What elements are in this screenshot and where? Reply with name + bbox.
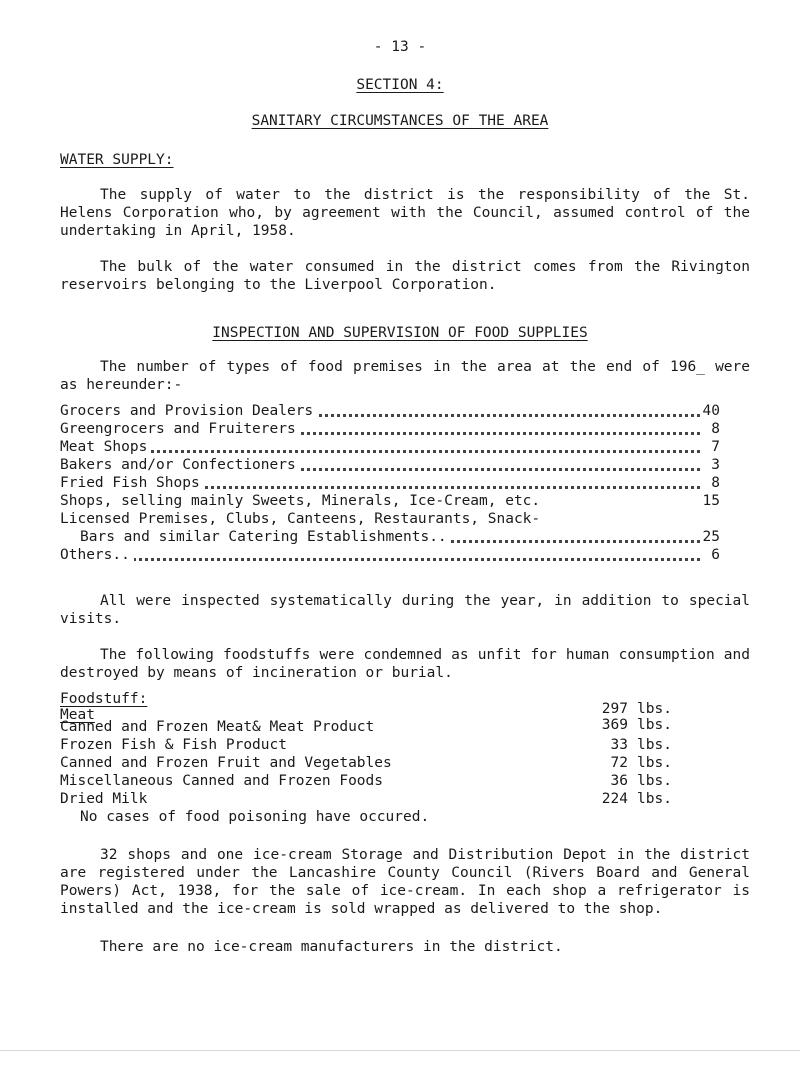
- foodstuff-qty: 72: [610, 755, 628, 771]
- premises-label-continued: Bars and similar Catering Establishments..: [80, 529, 451, 545]
- premises-label: Meat Shops: [60, 439, 151, 455]
- inspection-note: [60, 592, 750, 628]
- poisoning-note: No cases of food poisoning have occured.: [80, 809, 430, 825]
- premises-row: [60, 438, 700, 456]
- premises-count: 25: [702, 529, 720, 545]
- water-supply-paragraph-2-text: The bulk of the water consumed in the district comes from the Rivington reservoirs belonging to the Liverpool Corporation.: [60, 259, 750, 293]
- premises-row: [60, 456, 700, 474]
- foodstuffs-heading: Foodstuff:: [60, 691, 148, 707]
- leader-dots: [60, 450, 700, 453]
- premises-label: Greengrocers and Fruiterers: [60, 421, 300, 437]
- premises-count: 8: [711, 475, 720, 491]
- ice-cream-paragraph: [60, 846, 750, 918]
- premises-label: Shops, selling mainly Sweets, Minerals, Ice-Cream, etc.: [60, 493, 541, 509]
- condemned-intro-text: The following foodstuffs were condemned as unfit for human consumption and destroyed by means of incineration or burial.: [60, 647, 750, 681]
- foodstuff-qty: 36: [610, 773, 628, 789]
- leader-dots: [60, 558, 700, 561]
- premises-row: [60, 474, 700, 492]
- food-inspection-heading: INSPECTION AND SUPERVISION OF FOOD SUPPLIES: [212, 325, 588, 341]
- premises-label: Others..: [60, 547, 134, 563]
- foodstuff-label: Miscellaneous Canned and Frozen Foods: [60, 773, 384, 789]
- premises-intro: [60, 358, 750, 394]
- foodstuff-qty: 369: [601, 717, 628, 733]
- premises-count: 7: [711, 439, 720, 455]
- ice-cream-paragraph-text: 32 shops and one ice-cream Storage and Distribution Depot in the district are registered under the Lancashire County Council (Rivers Board and General Powers) Act, 1938, for the sale of ice-cream. In each shop a refrigerator is installed and the ice-cream is sold wrapped as delivered to the shop.: [60, 847, 750, 917]
- premises-count: 3: [711, 457, 720, 473]
- premises-count: 15: [702, 493, 720, 509]
- premises-label: Grocers and Provision Dealers: [60, 403, 317, 419]
- premises-label: Bakers and/or Confectioners: [60, 457, 300, 473]
- water-supply-paragraph-1: [60, 186, 750, 240]
- manufacturers-note: There are no ice-cream manufacturers in the district.: [100, 939, 563, 955]
- foodstuff-label: Frozen Fish & Fish Product: [60, 737, 287, 753]
- foodstuff-qty: 297: [601, 701, 628, 717]
- water-supply-heading: WATER SUPPLY:: [60, 152, 174, 168]
- section-title: SANITARY CIRCUMSTANCES OF THE AREA: [251, 113, 549, 129]
- premises-row: [60, 546, 700, 564]
- premises-count: 40: [702, 403, 720, 419]
- foodstuff-unit: lbs.: [637, 737, 672, 753]
- premises-label: Licensed Premises, Clubs, Canteens, Restaurants, Snack-: [60, 511, 541, 527]
- premises-row: [60, 402, 700, 420]
- premises-count: 6: [711, 547, 720, 563]
- water-supply-paragraph-1-text: The supply of water to the district is the responsibility of the St. Helens Corporation who, by agreement with the Council, assumed control of the undertaking in April, 1958.: [60, 187, 750, 239]
- water-supply-paragraph-2: [60, 258, 750, 294]
- premises-intro-text: The number of types of food premises in the area at the end of 196_ were as hereunder:-: [60, 359, 750, 393]
- foodstuff-unit: lbs.: [637, 755, 672, 771]
- foodstuff-qty: 33: [610, 737, 628, 753]
- premises-row: [60, 420, 700, 438]
- foodstuff-qty: 224: [601, 791, 628, 807]
- premises-label: Fried Fish Shops: [60, 475, 204, 491]
- premises-row: [80, 528, 700, 546]
- foodstuff-label: Canned and Frozen Meat& Meat Product: [60, 719, 375, 735]
- inspection-note-text: All were inspected systematically during the year, in addition to special visits.: [60, 593, 750, 627]
- foodstuff-label: Canned and Frozen Fruit and Vegetables: [60, 755, 392, 771]
- foodstuff-unit: lbs.: [637, 701, 672, 717]
- foodstuff-unit: lbs.: [637, 791, 672, 807]
- page-number: - 13 -: [373, 39, 427, 55]
- foodstuff-label: Dried Milk: [60, 791, 148, 807]
- section-heading: SECTION 4:: [356, 77, 444, 93]
- page-bottom-rule: [0, 1050, 800, 1051]
- foodstuff-label: Meat: [60, 707, 95, 723]
- foodstuff-unit: lbs.: [637, 773, 672, 789]
- foodstuff-unit: lbs.: [637, 717, 672, 733]
- condemned-intro: [60, 646, 750, 682]
- premises-count: 8: [711, 421, 720, 437]
